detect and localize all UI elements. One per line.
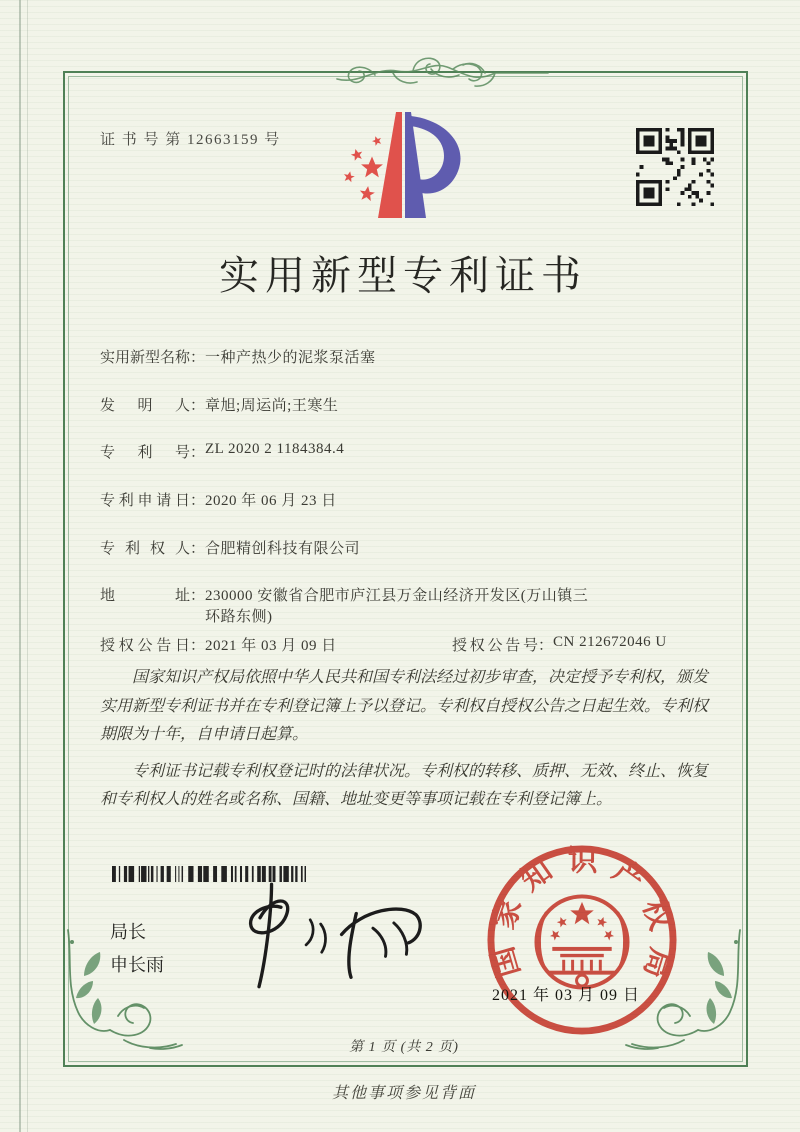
address-line-2: 环路东侧) [205, 609, 273, 625]
qr-code-icon [636, 128, 714, 206]
address-line-1: 230000 安徽省合肥市庐江县万金山经济开发区(万山镇三 [205, 588, 589, 604]
national-emblem [539, 902, 624, 986]
legal-paragraph-1: 国家知识产权局依照中华人民共和国专利法经过初步审查，决定授予专利权，颁发实用新型专利证书并在专利登记簿上予以登记。专利权自授权公告之日起生效。专利权期限为十年，自申请日起算。 [100, 669, 709, 743]
field-row-inventor [100, 394, 730, 415]
field-row-filing-date [100, 489, 730, 510]
patentee: 合肥精创科技有限公司 [205, 541, 361, 557]
field-label: 专利号 [100, 445, 190, 461]
field-label: 授权公告日 [100, 638, 190, 654]
field-row-patentee [100, 537, 730, 558]
director-name: 申长雨 [110, 955, 164, 975]
field-row-patent-no [100, 441, 730, 462]
director-label: 局长 [110, 922, 146, 942]
certificate-title: 实用新型专利证书 [219, 253, 587, 298]
field-label: 实用新型名称 [100, 350, 191, 366]
field-label: 地址 [100, 588, 190, 604]
seal-date: 2021 年 03 月 09 日 [492, 987, 641, 1004]
address [205, 584, 588, 626]
back-side-note: 其他事项参见背面 [331, 1085, 476, 1102]
grant-number: CN 212672046 U [553, 634, 667, 650]
grant-date: 2021 年 03 月 09 日 [205, 638, 337, 654]
utility-model-name: 一种产热少的泥浆泵活塞 [205, 350, 376, 366]
colon: ： [190, 541, 206, 557]
field-label: 发明人 [100, 398, 190, 414]
patent-number: ZL 2020 2 1184384.4 [205, 441, 345, 457]
scan-paper-edge [19, 0, 28, 1132]
page-indicator: 第 1 页 (共 2 页) [349, 1040, 459, 1055]
inventors: 章旭;周运尚;王寒生 [205, 398, 339, 414]
director-signature-icon [228, 878, 428, 993]
colon: ： [190, 445, 206, 461]
grant-number-pair [452, 634, 667, 655]
legal-text [100, 664, 722, 823]
field-row-grant [100, 634, 730, 655]
legal-paragraph-2: 专利证书记载专利权登记时的法律状况。专利权的转移、质押、无效、终止、恢复和专利权人的姓名或名称、国籍、地址变更等事项记载在专利登记簿上。 [100, 762, 709, 808]
colon: ： [190, 493, 206, 509]
field-row-address [100, 584, 730, 626]
cnipa-red-seal [483, 841, 681, 1039]
colon: ： [190, 638, 206, 654]
certificate-number: 证 书 号 第 12663159 号 [100, 132, 281, 148]
field-label: 专利申请日 [100, 493, 190, 509]
field-row-name [100, 346, 730, 367]
seal-text: 国家知识产权局 [487, 845, 677, 982]
field-label: 专利权人 [100, 541, 190, 557]
colon: ： [190, 350, 206, 366]
filing-date: 2020 年 06 月 23 日 [205, 493, 337, 509]
field-label: 授权公告号 [452, 638, 538, 654]
colon: ： [190, 588, 206, 604]
cnipa-logo-icon [330, 104, 480, 236]
colon: ： [538, 638, 554, 654]
colon: ： [190, 398, 206, 414]
